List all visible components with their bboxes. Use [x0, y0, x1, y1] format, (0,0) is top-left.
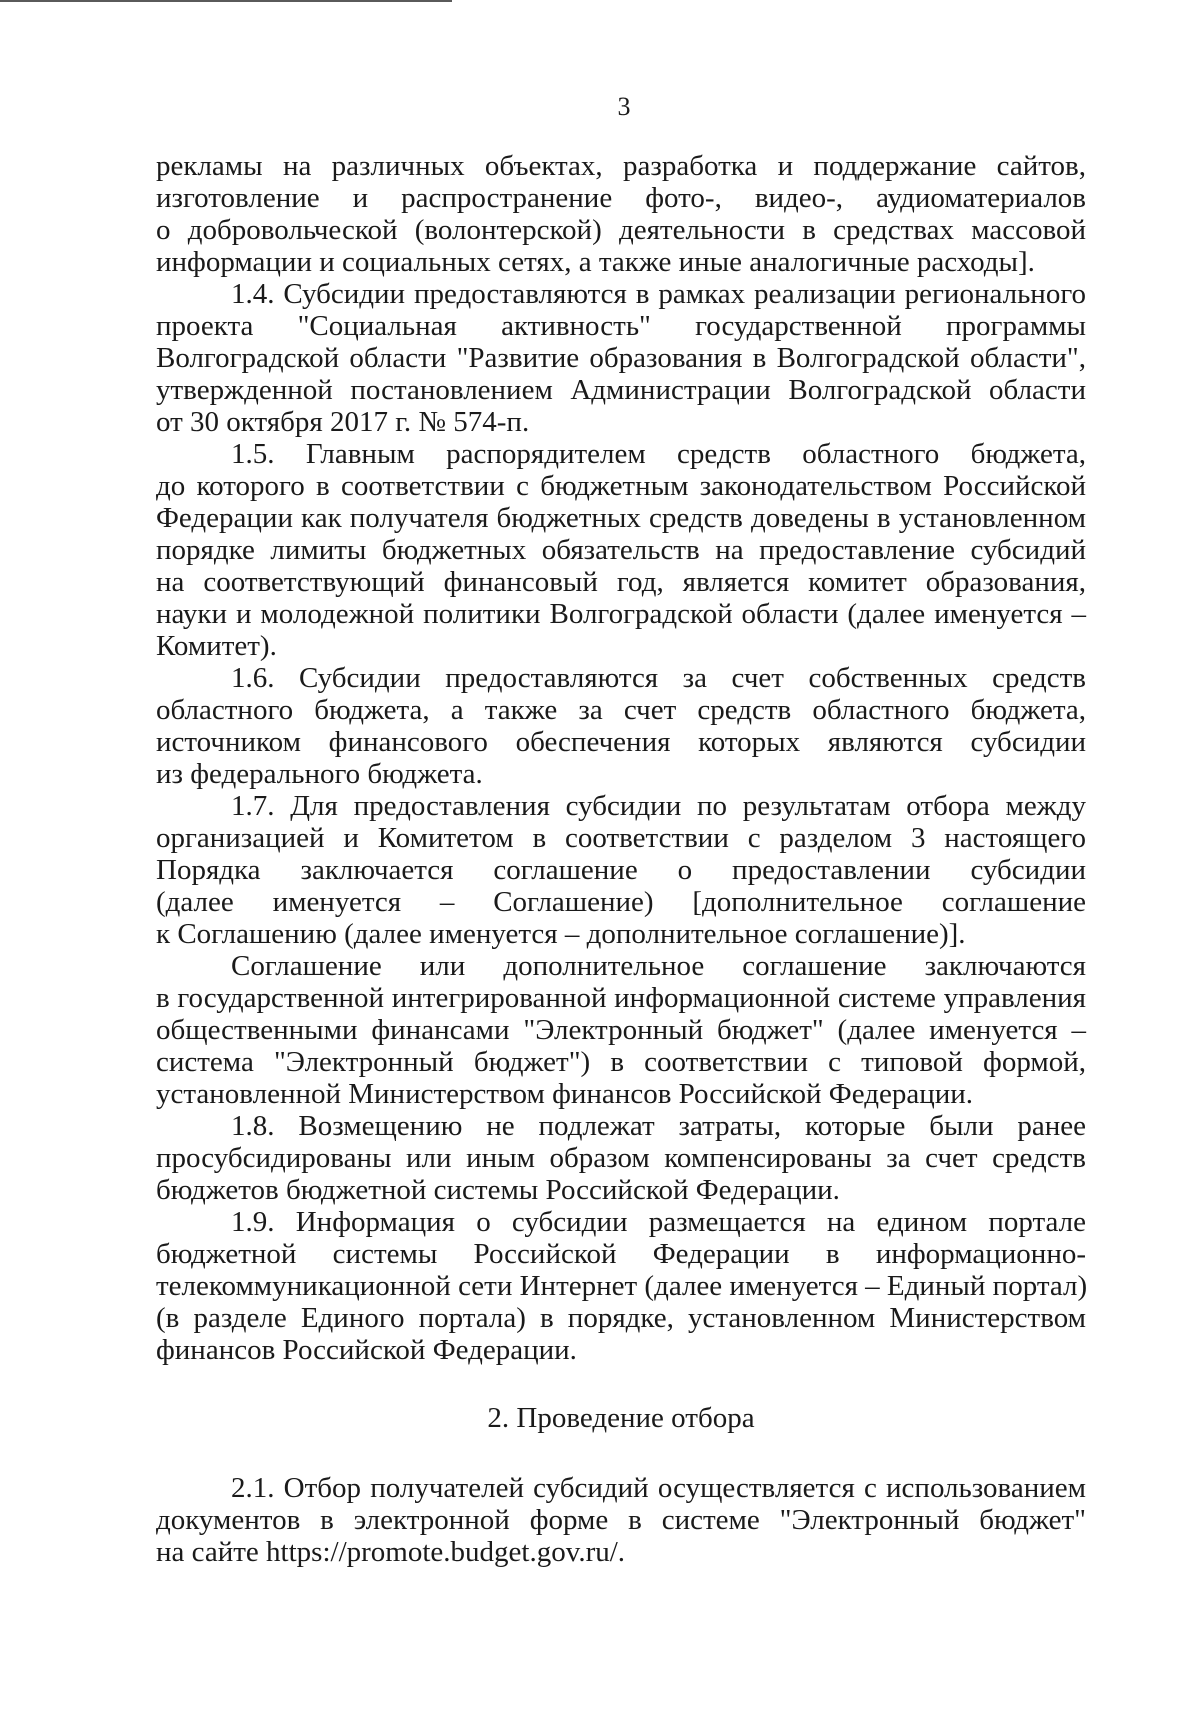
text-line: (в разделе Единого портала) в порядке, установленном Министерством: [156, 1302, 1086, 1334]
text-line: 1.5. Главным распорядителем средств областного бюджета,: [231, 438, 1086, 470]
text-line: 2.1. Отбор получателей субсидий осуществляется с использованием: [231, 1472, 1086, 1504]
document-body: [156, 150, 1086, 1568]
text-line: Соглашение или дополнительное соглашение заключаются: [231, 950, 1086, 982]
text-line: науки и молодежной политики Волгоградской области (далее именуется –: [156, 598, 1086, 630]
text-line: проекта "Социальная активность" государственной программы: [156, 310, 1086, 342]
paragraph-1-7-agreement: [156, 950, 1086, 1110]
text-line: о добровольческой (волонтерской) деятельности в средствах массовой: [156, 214, 1086, 246]
paragraph-1-5: [156, 438, 1086, 662]
text-line: 1.4. Субсидии предоставляются в рамках реализации регионального: [231, 278, 1086, 310]
text-line: установленной Министерством финансов Российской Федерации.: [156, 1078, 974, 1110]
text-line: из федерального бюджета.: [156, 758, 483, 790]
text-line: на сайте https://promote.budget.gov.ru/.: [156, 1536, 626, 1568]
paragraph-intro: [156, 150, 1086, 278]
text-line: бюджетов бюджетной системы Российской Федерации.: [156, 1174, 840, 1206]
text-line: общественными финансами "Электронный бюджет" (далее именуется –: [156, 1014, 1086, 1046]
text-line: 1.9. Информация о субсидии размещается на едином портале: [231, 1206, 1086, 1238]
text-line: порядке лимиты бюджетных обязательств на предоставление субсидий: [156, 534, 1086, 566]
text-line: информации и социальных сетях, а также иные аналогичные расходы].: [156, 246, 1035, 278]
text-line: от 30 октября 2017 г. № 574-п.: [156, 406, 530, 438]
text-line: к Соглашению (далее именуется – дополнительное соглашение)].: [156, 918, 966, 950]
top-border-line: [0, 0, 452, 2]
text-line: изготовление и распространение фото-, видео-, аудиоматериалов: [156, 182, 1086, 214]
paragraph-2-1: [156, 1472, 1086, 1568]
text-line: Волгоградской области "Развитие образования в Волгоградской области",: [156, 342, 1086, 374]
text-line: финансов Российской Федерации.: [156, 1334, 577, 1366]
text-line: областного бюджета, а также за счет средств областного бюджета,: [156, 694, 1086, 726]
text-line: в государственной интегрированной информационной системе управления: [156, 982, 1086, 1014]
paragraph-1-4: [156, 278, 1086, 438]
text-line: документов в электронной форме в системе "Электронный бюджет": [156, 1504, 1086, 1536]
paragraph-1-9: [156, 1206, 1086, 1366]
section-heading: 2. Проведение отбора: [487, 1402, 755, 1434]
text-line: на соответствующий финансовый год, является комитет образования,: [156, 566, 1086, 598]
text-line: (далее именуется – Соглашение) [дополнительное соглашение: [156, 886, 1086, 918]
page-number: 3: [617, 92, 631, 121]
text-line: 1.8. Возмещению не подлежат затраты, которые были ранее: [231, 1110, 1086, 1142]
text-line: 1.6. Субсидии предоставляются за счет собственных средств: [231, 662, 1086, 694]
text-line: организацией и Комитетом в соответствии с разделом 3 настоящего: [156, 822, 1086, 854]
text-line: 1.7. Для предоставления субсидии по результатам отбора между: [231, 790, 1086, 822]
text-line: утвержденной постановлением Администрации Волгоградской области: [156, 374, 1086, 406]
text-line: рекламы на различных объектах, разработка и поддержание сайтов,: [156, 150, 1086, 182]
paragraph-1-7: [156, 790, 1086, 950]
paragraph-1-8: [156, 1110, 1086, 1206]
paragraph-1-6: [156, 662, 1086, 790]
text-line: бюджетной системы Российской Федерации в информационно-: [156, 1238, 1086, 1270]
text-line: система "Электронный бюджет") в соответствии с типовой формой,: [156, 1046, 1086, 1078]
text-line: до которого в соответствии с бюджетным законодательством Российской: [156, 470, 1086, 502]
text-line: телекоммуникационной сети Интернет (далее именуется – Единый портал): [156, 1270, 1088, 1302]
text-line: Федерации как получателя бюджетных средств доведены в установленном: [156, 502, 1086, 534]
text-line: просубсидированы или иным образом компенсированы за счет средств: [156, 1142, 1086, 1174]
text-line: Комитет).: [156, 630, 277, 662]
text-line: Порядка заключается соглашение о предоставлении субсидии: [156, 854, 1086, 886]
text-line: источником финансового обеспечения которых являются субсидии: [156, 726, 1086, 758]
